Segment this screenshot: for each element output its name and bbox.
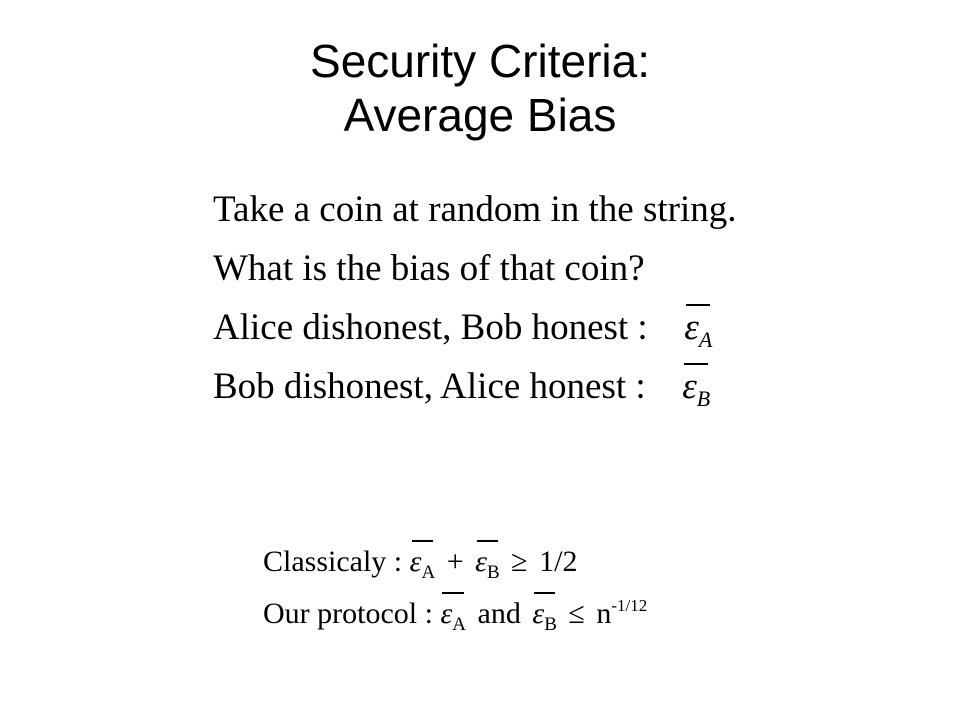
slide-title (0, 34, 960, 142)
leq-sign: ≤ (568, 597, 585, 630)
classical-bound (263, 536, 647, 588)
protocol-label: Our protocol : (263, 597, 433, 630)
title-line-2: Average Bias (343, 89, 617, 141)
epsilon-symbol: ε (532, 597, 545, 630)
exponent: -1/12 (611, 596, 648, 615)
epsilon-symbol: ε (684, 307, 699, 348)
title-line-1: Security Criteria: (310, 35, 650, 87)
epsilon-b-bar (532, 588, 557, 644)
classical-value: 1/2 (539, 545, 578, 578)
subscript-a: A (698, 327, 713, 352)
and-word: and (477, 597, 521, 630)
geq-sign: ≥ (511, 545, 528, 578)
epsilon-symbol: ε (440, 597, 453, 630)
subscript-b: B (486, 562, 500, 583)
overline (477, 540, 498, 542)
subscript-b: B (696, 386, 711, 411)
line-bias-question (213, 239, 736, 298)
line-alice-dishonest-text: Alice dishonest, Bob honest : (213, 307, 648, 348)
subscript-a: A (421, 562, 436, 583)
overline (442, 592, 464, 594)
line-bias-question-text: What is the bias of that coin? (213, 248, 645, 289)
overline (534, 592, 555, 594)
subscript-b: B (544, 614, 557, 635)
overline (684, 363, 708, 365)
line-take-coin (213, 180, 736, 239)
epsilon-a-bar (684, 298, 712, 361)
epsilon-a-bar (440, 588, 466, 644)
bounds (263, 536, 647, 640)
overline (686, 304, 710, 306)
classical-label: Classicaly : (263, 545, 403, 578)
epsilon-symbol: ε (475, 545, 487, 578)
line-take-coin-text: Take a coin at random in the string. (213, 189, 737, 230)
protocol-bound (263, 588, 647, 640)
epsilon-symbol: ε (682, 366, 697, 407)
overline (412, 540, 434, 542)
epsilon-a-bar (410, 536, 436, 592)
subscript-a: A (452, 614, 467, 635)
line-bob-dishonest-text: Bob dishonest, Alice honest : (213, 366, 646, 407)
epsilon-b-bar (682, 357, 710, 420)
criteria-text (213, 180, 736, 416)
epsilon-b-bar (475, 536, 500, 592)
epsilon-symbol: ε (409, 545, 422, 578)
n-variable: n (596, 597, 612, 630)
line-bob-dishonest (213, 357, 736, 416)
plus-sign: + (446, 545, 464, 578)
line-alice-dishonest (213, 298, 736, 357)
